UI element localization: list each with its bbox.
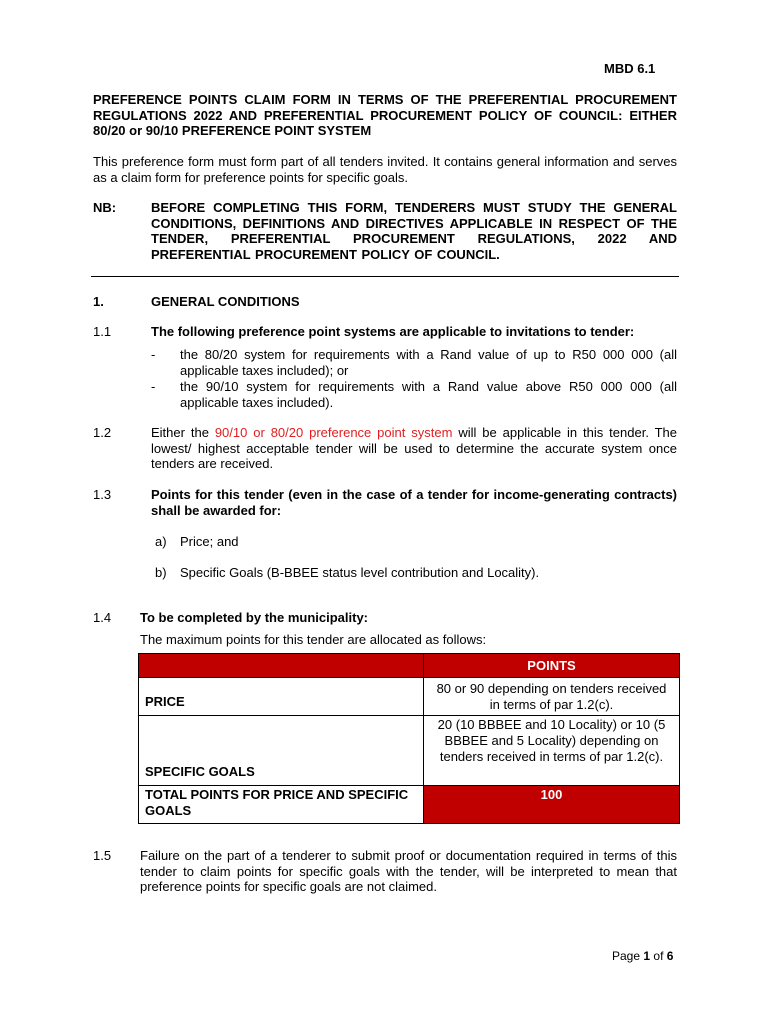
clause-1-2-post: will be applicable in this tender. The lowest/ highest acceptable tender will be used to determine the accurate system once tenders are received. (151, 425, 677, 471)
clause-1-1-heading: The following preference point systems are applicable to invitations to tender: (151, 324, 635, 339)
list-item: Price; and (180, 534, 239, 549)
list-marker: b) (155, 565, 167, 580)
list-marker: a) (155, 534, 167, 549)
table-row (139, 716, 680, 786)
of-word: of (653, 949, 664, 963)
clause-1-3-number: 1.3 (93, 487, 112, 502)
nb-label: NB: (93, 200, 117, 215)
table-row (139, 786, 680, 824)
table-header-blank (139, 654, 424, 678)
price-label: PRICE (139, 678, 424, 716)
preference-system-highlight: 90/10 or 80/20 preference point system (214, 425, 453, 440)
specific-goals-value: 20 (10 BBBEE and 10 Locality) or 10 (5 BBBEE and 5 Locality) depending on tenders received in terms of par 1.2(c). (424, 716, 680, 786)
section-divider (91, 276, 679, 277)
list-item: Specific Goals (B-BBEE status level contribution and Locality). (180, 565, 540, 580)
bullet-dash: - (151, 379, 156, 394)
clause-1-2-pre: Either the (151, 425, 215, 440)
clause-1-2-text (151, 425, 677, 472)
clause-1-4-heading: To be completed by the municipality: (140, 610, 369, 625)
page-indicator (612, 949, 673, 963)
list-item: the 90/10 system for requirements with a Rand value above R50 000 000 (all applicable taxes included). (180, 379, 677, 410)
price-value: 80 or 90 depending on tenders received in terms of par 1.2(c). (424, 678, 680, 716)
total-points-label: TOTAL POINTS FOR PRICE AND SPECIFIC GOALS (139, 786, 424, 824)
list-item: the 80/20 system for requirements with a Rand value of up to R50 000 000 (all applicable taxes included); or (180, 347, 677, 378)
section-1-number: 1. (93, 294, 104, 309)
clause-1-4-number: 1.4 (93, 610, 112, 625)
clause-1-5-number: 1.5 (93, 848, 112, 863)
specific-goals-label: SPECIFIC GOALS (139, 716, 424, 786)
bullet-dash: - (151, 347, 156, 362)
points-table (138, 653, 680, 824)
form-code: MBD 6.1 (604, 61, 656, 76)
clause-1-1-number: 1.1 (93, 324, 112, 339)
current-page: 1 (643, 949, 651, 963)
points-header: POINTS (424, 654, 680, 678)
total-points-value: 100 (424, 786, 680, 824)
nb-text: BEFORE COMPLETING THIS FORM, TENDERERS MUST STUDY THE GENERAL CONDITIONS, DEFINITIONS AND DIRECTIVES APPLICABLE IN RESPECT OF THE TENDER, PREFERENTIAL PROCUREMENT REGULATIONS, 2022 AND PREFERENTIAL PROCUREMENT POLICY OF COUNCIL. (151, 200, 677, 262)
page-word: Page (612, 949, 641, 963)
clause-1-4-subtext: The maximum points for this tender are allocated as follows: (140, 632, 487, 647)
page-title: PREFERENCE POINTS CLAIM FORM IN TERMS OF THE PREFERENTIAL PROCUREMENT REGULATIONS 2022 AND PREFERENTIAL PROCUREMENT POLICY OF COUNCIL: EITHER 80/20 or 90/10 PREFERENCE POINT SYSTEM (93, 92, 677, 138)
intro-paragraph: This preference form must form part of all tenders invited. It contains general information and serves as a claim form for preference points for specific goals. (93, 154, 677, 185)
table-row (139, 678, 680, 716)
clause-1-5-text: Failure on the part of a tenderer to submit proof or documentation required in terms of this tender to claim points for specific goals with the tender, will be interpreted to mean that preference points for specific goals are not claimed. (140, 848, 677, 894)
clause-1-3-heading: Points for this tender (even in the case of a tender for income-generating contracts) shall be awarded for: (151, 487, 677, 518)
clause-1-2-number: 1.2 (93, 425, 112, 440)
total-pages: 6 (666, 949, 674, 963)
section-1-heading: GENERAL CONDITIONS (151, 294, 300, 309)
